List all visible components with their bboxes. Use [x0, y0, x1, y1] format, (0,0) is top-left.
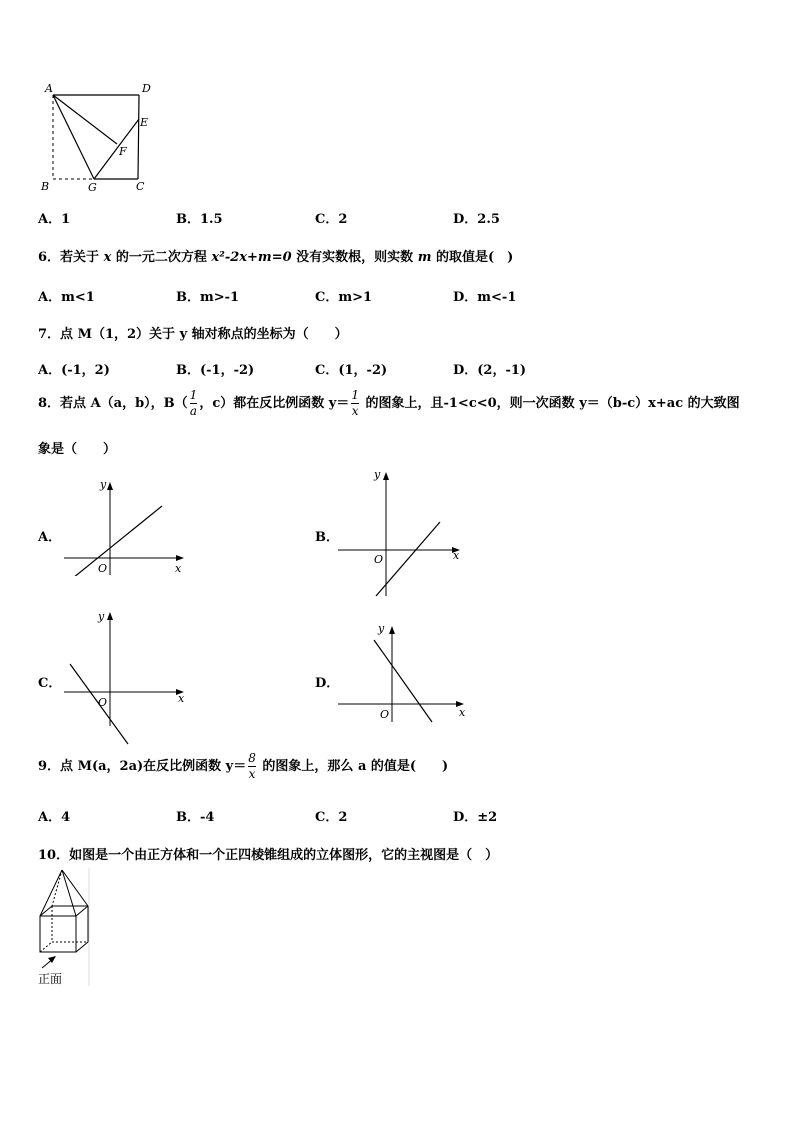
q5-option-c[interactable]: C．2	[315, 212, 348, 227]
y-label: y	[378, 622, 385, 635]
q6-option-b[interactable]: B．m>-1	[176, 290, 240, 305]
label-d: D	[142, 82, 151, 95]
q8-option-a-label[interactable]: A．	[38, 530, 62, 545]
q9-question: 9．点 M(a，2a)在反比例函数 y＝ $\frac{8}{x}$ 的图象上，那么 a 的值是( )	[38, 751, 449, 781]
q8-question: 8．若点 A（a，b），B（ $\frac{1}{a}$ ，c）都在反比例函数 y＝ $\frac{1}{x}$ 的图象上，且-1<c<0，则一次函数 y＝（b-c）x+ac 的大致图	[38, 388, 740, 418]
q5-option-a[interactable]: A．1	[38, 212, 71, 227]
label-g: G	[88, 181, 97, 194]
q8-graph-c[interactable]	[60, 606, 192, 746]
q7-option-b[interactable]: B．(-1，-2)	[176, 363, 255, 378]
origin-label: O	[380, 708, 390, 721]
origin-label: O	[98, 696, 108, 709]
q8-option-c-label[interactable]: C．	[38, 676, 62, 691]
x-label: x	[459, 706, 466, 719]
label-e: E	[140, 116, 149, 129]
q5-option-b[interactable]: B．1.5	[176, 212, 223, 227]
q8-graph-b[interactable]	[336, 466, 468, 598]
q6-option-d[interactable]: D．m<-1	[453, 290, 517, 305]
q6-option-c[interactable]: C．m>1	[315, 290, 373, 305]
y-label: y	[98, 610, 105, 623]
fraction-8-over-x: $\frac{8}{x}$	[248, 751, 256, 781]
front-view-label: 正面	[38, 972, 63, 986]
q8-graph-a[interactable]	[60, 476, 192, 576]
x-label: x	[453, 549, 460, 562]
q9-option-c[interactable]: C．2	[315, 810, 348, 825]
q9-option-a[interactable]: A．4	[38, 810, 71, 825]
q5-figure	[38, 78, 158, 196]
q7-question: 7．点 M（1，2）关于 y 轴对称点的坐标为（ ）	[38, 327, 348, 342]
label-a: A	[45, 82, 53, 95]
q7-option-c[interactable]: C．(1，-2)	[315, 363, 388, 378]
q7-option-d[interactable]: D．(2，-1)	[453, 363, 527, 378]
y-label: y	[374, 468, 381, 481]
q7-option-a[interactable]: A．(-1，2)	[38, 363, 110, 378]
q8-option-d-label[interactable]: D．	[315, 676, 340, 691]
origin-label: O	[374, 553, 384, 566]
fraction-1-over-a: $\frac{1}{a}$	[189, 388, 198, 418]
y-label: y	[100, 478, 107, 491]
q8-question-line2: 象是（ ）	[38, 442, 117, 457]
x-label: x	[175, 562, 182, 575]
x-label: x	[178, 692, 185, 705]
q8-graph-d[interactable]	[336, 618, 470, 726]
q9-option-b[interactable]: B．-4	[176, 810, 215, 825]
q10-question: 10．如图是一个由正方体和一个正四棱锥组成的立体图形，它的主视图是（ ）	[38, 848, 499, 863]
q6-option-a[interactable]: A．m<1	[38, 290, 95, 305]
q6-question: 6．若关于 x 的一元二次方程 x²-2x+m=0 没有实数根，则实数 m 的取值是( )	[38, 250, 514, 265]
origin-label: O	[98, 562, 108, 575]
label-f: F	[119, 145, 127, 158]
q5-option-d[interactable]: D．2.5	[453, 212, 500, 227]
label-b: B	[41, 180, 50, 193]
label-c: C	[136, 180, 145, 193]
q8-option-b-label[interactable]: B．	[315, 530, 339, 545]
q9-option-d[interactable]: D．±2	[453, 810, 498, 825]
fraction-1-over-x: $\frac{1}{x}$	[351, 388, 359, 418]
